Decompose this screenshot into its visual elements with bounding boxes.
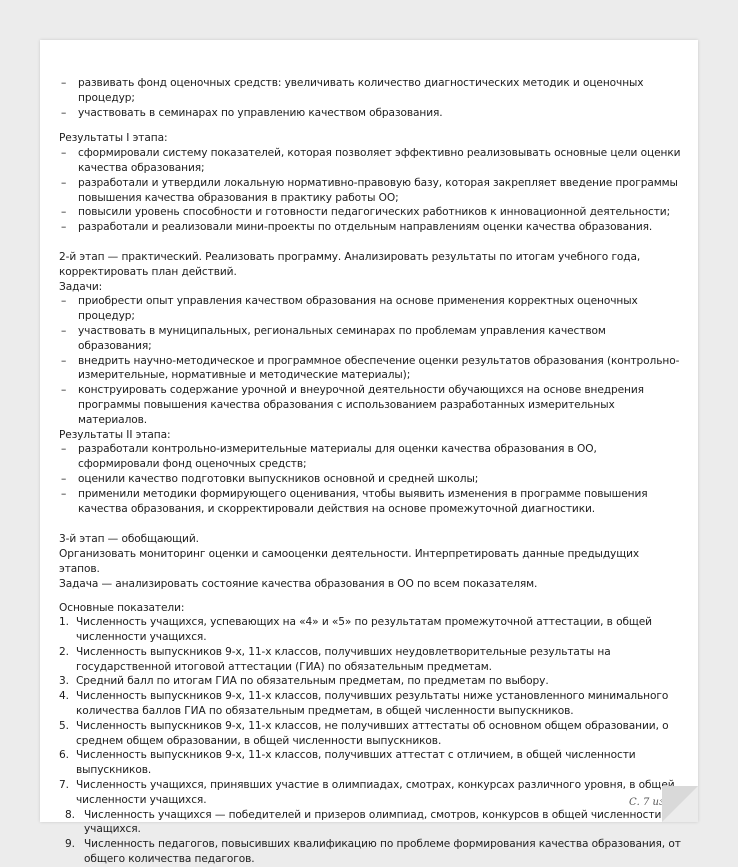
indicators-list bbox=[59, 615, 681, 867]
indicator-text: Численность педагогов, повысивших квалификацию по проблеме формирования качества образования, от общего количества педагогов. bbox=[84, 838, 681, 866]
list-item-text: внедрить научно-методическое и программное обеспечение оценки результатов образования (контрольно-измерительные, нормативные и методические материалы); bbox=[78, 354, 680, 382]
list-item bbox=[59, 176, 681, 206]
intro-list bbox=[59, 76, 681, 120]
item-number: 8. bbox=[65, 808, 75, 821]
list-item bbox=[59, 324, 681, 354]
dash-marker: – bbox=[61, 354, 67, 367]
dash-marker: – bbox=[61, 472, 67, 485]
indicator-item bbox=[59, 719, 681, 749]
item-number: 2. bbox=[59, 645, 69, 658]
dash-marker: – bbox=[61, 384, 67, 397]
page-number: С. 7 из 9 bbox=[629, 797, 674, 808]
indicator-text: Средний балл по итогам ГИА по обязательным предметам, по предметам по выбору. bbox=[76, 675, 549, 688]
indicator-text: Численность выпускников 9-х, 11-х классов, получивших результаты ниже установленного минимального количества баллов ГИА по обязательным предметам, в общей численности выпускников. bbox=[76, 690, 669, 718]
list-item-text: повысили уровень способности и готовности педагогических работников к инновационной деятельности; bbox=[78, 206, 671, 219]
dash-marker: – bbox=[61, 295, 67, 308]
item-number: 1. bbox=[59, 616, 69, 629]
list-item-text: сформировали систему показателей, которая позволяет эффективно реализовывать основные цели оценки качества образования; bbox=[78, 147, 681, 174]
list-item-text: оценили качество подготовки выпускников основной и средней школы; bbox=[78, 472, 479, 485]
list-item-text: разработали и реализовали мини-проекты по отдельным направлениям оценки качества образования. bbox=[78, 221, 653, 234]
list-item bbox=[59, 294, 681, 324]
results1-title: Результаты I этапа: bbox=[59, 132, 168, 145]
item-number: 6. bbox=[59, 749, 69, 762]
list-item bbox=[59, 106, 681, 121]
indicator-text: Численность учащихся, успевающих на «4» и «5» по результатам промежуточной аттестации, в общей численности учащихся. bbox=[76, 616, 652, 644]
item-number: 4. bbox=[59, 690, 69, 703]
results2-title: Результаты II этапа: bbox=[59, 428, 171, 441]
indicator-item bbox=[59, 748, 681, 778]
dash-marker: – bbox=[61, 443, 67, 456]
indicator-text: Численность учащихся, принявших участие в олимпиадах, смотрах, конкурсах различного уровня, в общей численности учащихся. bbox=[76, 779, 675, 806]
item-number: 7. bbox=[59, 779, 69, 792]
indicator-item bbox=[59, 615, 681, 645]
page-content bbox=[59, 76, 681, 867]
indicator-text: Численность выпускников 9-х, 11-х классов, не получивших аттестаты об основном общем образовании, о среднем общем образовании, в общей численности выпускников. bbox=[76, 719, 669, 747]
document-page bbox=[40, 40, 698, 866]
list-item bbox=[59, 146, 681, 176]
list-item-text: участвовать в семинарах по управлению качеством образования. bbox=[78, 106, 443, 119]
results2-list bbox=[59, 442, 681, 516]
list-item-text: разработали контрольно-измерительные материалы для оценки качества образования в ОО, сформировали фонд оценочных средств; bbox=[78, 443, 597, 471]
dash-marker: – bbox=[61, 221, 67, 234]
tasks-list bbox=[59, 294, 681, 427]
stage3-task: Задача — анализировать состояние качества образования в ОО по всем показателям. bbox=[59, 577, 538, 590]
list-item bbox=[59, 472, 681, 487]
indicator-text: Численность выпускников 9-х, 11-х классов, получивших аттестат с отличием, в общей численности выпускников. bbox=[76, 749, 636, 777]
list-item-text: разработали и утвердили локальную нормативно-правовую базу, которая закрепляет введение программы повышения качества образования в практику работы ОО; bbox=[78, 176, 678, 204]
stage3-goal: Организовать мониторинг оценки и самооценки деятельности. Интерпретировать данные предыдущих этапов. bbox=[59, 548, 640, 575]
indicator-item bbox=[59, 778, 681, 808]
item-number: 3. bbox=[59, 675, 69, 688]
results1-list bbox=[59, 146, 681, 235]
indicator-item bbox=[59, 645, 681, 675]
list-item bbox=[59, 205, 681, 220]
list-item bbox=[59, 354, 681, 384]
stage2-text: 2-й этап — практический. Реализовать программу. Анализировать результаты по итогам учебного года, корректировать план действий. bbox=[59, 250, 641, 278]
list-item-text: приобрести опыт управления качеством образования на основе применения корректных оценочных процедур; bbox=[78, 295, 638, 323]
dash-marker: – bbox=[61, 77, 67, 89]
list-item-text: применили методики формирующего оценивания, чтобы выявить изменения в программе повышения качества образования, и скорректировали действия на основе промежуточной диагностики. bbox=[78, 487, 648, 515]
list-item-text: развивать фонд оценочных средств: увеличивать количество диагностических методик и оценочных процедур; bbox=[78, 77, 644, 104]
indicator-item bbox=[59, 808, 681, 838]
list-item bbox=[59, 442, 681, 472]
list-item bbox=[59, 487, 681, 517]
dash-marker: – bbox=[61, 106, 67, 119]
dash-marker: – bbox=[61, 324, 67, 337]
indicator-item bbox=[59, 837, 681, 867]
item-number: 5. bbox=[59, 719, 69, 732]
stage3-heading: 3-й этап — обобщающий. bbox=[59, 533, 199, 546]
tasks-title: Задачи: bbox=[59, 280, 103, 293]
indicator-text: Численность учащихся — победителей и призеров олимпиад, смотров, конкурсов в общей численности учащихся. bbox=[84, 808, 662, 836]
indicator-item bbox=[59, 674, 681, 689]
dash-marker: – bbox=[61, 487, 67, 500]
list-item bbox=[59, 220, 681, 235]
list-item bbox=[59, 383, 681, 427]
dash-marker: – bbox=[61, 147, 67, 160]
indicator-item bbox=[59, 689, 681, 719]
indicators-title: Основные показатели: bbox=[59, 601, 185, 614]
list-item-text: конструировать содержание урочной и внеурочной деятельности обучающихся на основе внедрения программы повышения качества образования с использованием разработанных измерительных материалов. bbox=[78, 384, 644, 426]
page-corner-fold bbox=[662, 786, 698, 822]
dash-marker: – bbox=[61, 176, 67, 189]
indicator-text: Численность выпускников 9-х, 11-х классов, получивших неудовлетворительные результаты на государственной итоговой аттестации (ГИА) по обязательным предметам. bbox=[76, 645, 611, 673]
item-number: 9. bbox=[65, 838, 75, 851]
list-item-text: участвовать в муниципальных, региональных семинарах по проблемам управления качеством образования; bbox=[78, 324, 606, 352]
list-item bbox=[59, 76, 681, 106]
dash-marker: – bbox=[61, 206, 67, 219]
